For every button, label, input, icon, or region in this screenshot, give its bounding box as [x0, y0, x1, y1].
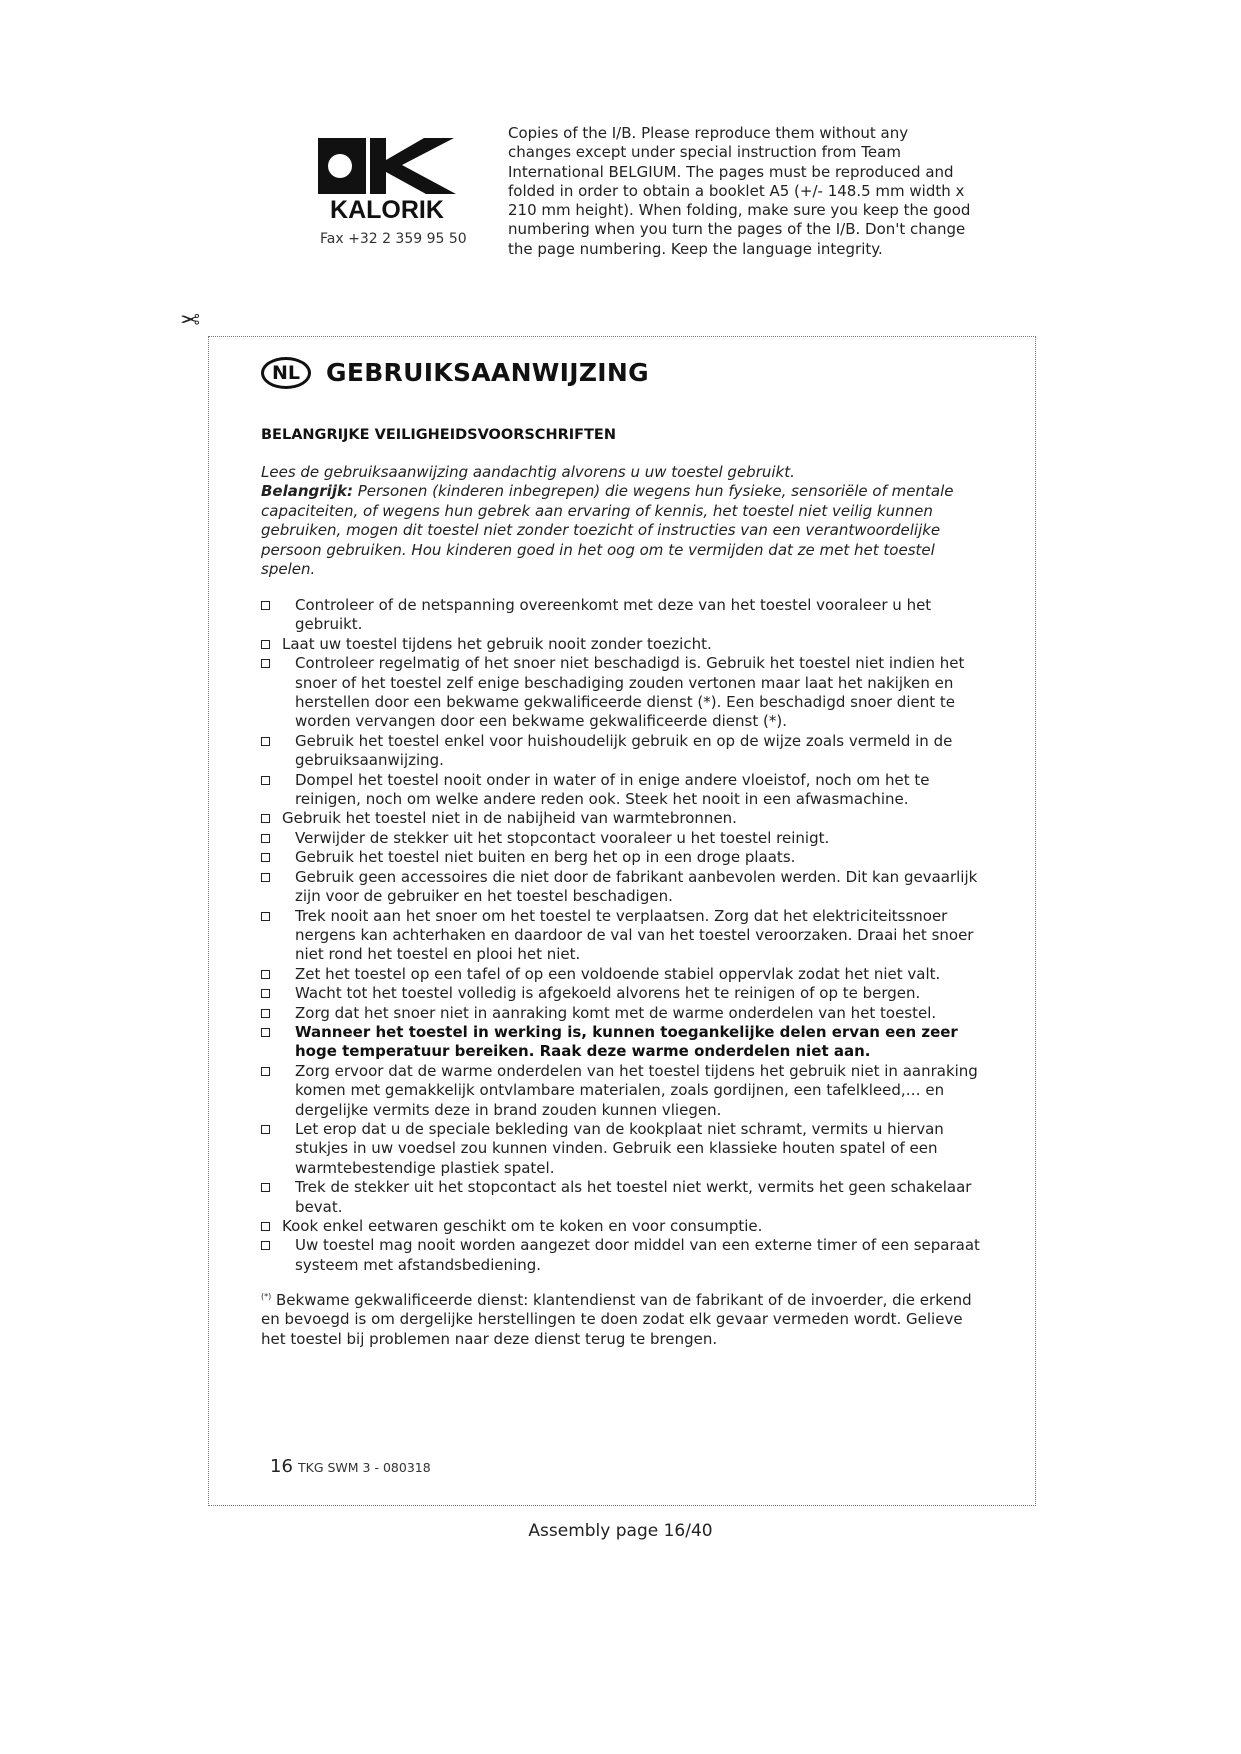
safety-instructions-list [261, 596, 986, 1275]
section-heading: BELANGRIJKE VEILIGHEIDSVOORSCHRIFTEN [261, 427, 616, 443]
important-text: Personen (kinderen inbegrepen) die wegens hun fysieke, sensoriële of mentale capaciteiten, of wegens hun gebrek aan ervaring of kennis, het toestel niet veilig kunnen gebruiken, mogen dit toestel niet zonder toezicht of instructies van een verantwoordelijke persoon gebruiken. Hou kinderen goed in het oog om te vermijden dat ze met het toestel spelen. [261, 482, 954, 579]
checkbox-bullet-icon [261, 834, 270, 843]
reproduction-note [508, 124, 996, 259]
page-title: GEBRUIKSAANWIJZING [326, 358, 649, 387]
list-item: Trek de stekker uit het stopcontact als het toestel niet werkt, vermits het geen schakelaar bevat. [261, 1178, 986, 1217]
list-item: Wanneer het toestel in werking is, kunnen toegankelijke delen ervan een zeer hoge temperatuur bereiken. Raak deze warme onderdelen niet aan. [261, 1023, 986, 1062]
note-line: numbering when you turn the pages of the I/B. Don't change [508, 220, 966, 239]
important-label: Belangrijk: [261, 482, 353, 501]
page-number: 16 [270, 1456, 293, 1477]
list-item: Verwijder de stekker uit het stopcontact vooraleer u het toestel reinigt. [261, 829, 986, 848]
list-item: Controleer regelmatig of het snoer niet beschadigd is. Gebruik het toestel niet indien het snoer of het toestel zelf enige beschadiging zouden vertonen maar laat het nakijken en herstellen door een bekwame gekwalificeerde dienst (*). Een beschadigd snoer dient te worden vervangen door een bekwame gekwalificeerde dienst (*). [261, 654, 986, 732]
intro-important [261, 482, 981, 579]
intro-lead: Lees de gebruiksaanwijzing aandachtig alvorens u uw toestel gebruikt. [261, 463, 795, 481]
checkbox-bullet-icon [261, 601, 270, 610]
checkbox-bullet-icon [261, 1028, 270, 1037]
checkbox-bullet-icon [261, 1009, 270, 1018]
list-item: Kook enkel eetwaren geschikt om te koken en voor consumptie. [261, 1217, 986, 1236]
list-item: Gebruik het toestel enkel voor huishoudelijk gebruik en op de wijze zoals vermeld in de gebruiksaanwijzing. [261, 732, 986, 771]
assembly-page-label: Assembly page 16/40 [528, 1521, 713, 1541]
list-item: Gebruik geen accessoires die niet door de fabrikant aanbevolen werden. Dit kan gevaarlijk zijn voor de gebruiker en het toestel beschadigen. [261, 868, 986, 907]
checkbox-bullet-icon [261, 912, 270, 921]
checkbox-bullet-icon [261, 970, 270, 979]
list-item: Let erop dat u de speciale bekleding van de kookplaat niet schramt, vermits u hiervan stukjes in uw voedsel zou kunnen vinden. Gebruik een klassieke houten spatel of een warmtebestendige plastiek spatel. [261, 1120, 986, 1178]
list-item: Uw toestel mag nooit worden aangezet door middel van een externe timer of een separaat systeem met afstandsbediening. [261, 1236, 986, 1275]
list-item: Controleer of de netspanning overeenkomt met deze van het toestel vooraleer u het gebruikt. [261, 596, 986, 635]
checkbox-bullet-icon [261, 873, 270, 882]
checkbox-bullet-icon [261, 776, 270, 785]
note-line: folded in order to obtain a booklet A5 (+/- 148.5 mm width x [508, 181, 965, 200]
checkbox-bullet-icon [261, 1183, 270, 1192]
list-item: Zorg ervoor dat de warme onderdelen van het toestel tijdens het gebruik niet in aanraking komen met gemakkelijk ontvlambare materialen, zoals gordijnen, een tafelkleed,… en dergelijke vermits deze in brand zouden kunnen vliegen. [261, 1062, 986, 1120]
checkbox-bullet-icon [261, 640, 270, 649]
note-line: International BELGIUM. The pages must be reproduced and [508, 162, 954, 181]
scissors-icon: ✂ [180, 306, 201, 334]
list-item: Wacht tot het toestel volledig is afgekoeld alvorens het te reinigen of op te bergen. [261, 984, 986, 1003]
checkbox-bullet-icon [261, 1067, 270, 1076]
list-item: Gebruik het toestel niet buiten en berg het op in een droge plaats. [261, 848, 986, 867]
list-item: Trek nooit aan het snoer om het toestel te verplaatsen. Zorg dat het elektriciteitssnoer nergens kan achterhaken en daardoor de val van het toestel veroorzaken. Draai het snoer niet rond het toestel en plooi het niet. [261, 907, 986, 965]
kalorik-logo-mark [318, 138, 456, 224]
note-line: changes except under special instruction from Team [508, 143, 901, 162]
footnote-text: Bekwame gekwalificeerde dienst: klantendienst van de fabrikant of de invoerder, die erkend en bevoegd is om dergelijke herstellingen te doen zodat elk gevaar vermeden wordt. Gelieve het toestel bij problemen naar deze dienst terug te brengen. [261, 1291, 972, 1348]
language-badge: NL [261, 357, 311, 389]
checkbox-bullet-icon [261, 1241, 270, 1250]
document-code: TKG SWM 3 - 080318 [298, 1460, 431, 1475]
checkbox-bullet-icon [261, 1222, 270, 1231]
checkbox-bullet-icon [261, 737, 270, 746]
footnote-mark: (*) [261, 1292, 272, 1301]
note-line: 210 mm height). When folding, make sure you keep the good [508, 201, 971, 220]
checkbox-bullet-icon [261, 853, 270, 862]
checkbox-bullet-icon [261, 659, 270, 668]
footnote [261, 1291, 991, 1349]
fax-number: Fax +32 2 359 95 50 [320, 231, 467, 247]
logo-wordmark: KALORIK [330, 196, 444, 224]
note-line: Copies of the I/B. Please reproduce them without any [508, 124, 909, 142]
brand-logo [318, 138, 478, 224]
intro-paragraph [261, 463, 981, 579]
list-item: Zorg dat het snoer niet in aanraking komt met de warme onderdelen van het toestel. [261, 1004, 986, 1023]
list-item: Dompel het toestel nooit onder in water of in enige andere vloeistof, noch om het te reinigen, noch om welke andere reden ook. Steek het nooit in een afwasmachine. [261, 771, 986, 810]
note-line: the page numbering. Keep the language integrity. [508, 239, 883, 258]
checkbox-bullet-icon [261, 989, 270, 998]
list-item: Gebruik het toestel niet in de nabijheid van warmtebronnen. [261, 809, 986, 828]
list-item: Laat uw toestel tijdens het gebruik nooit zonder toezicht. [261, 635, 986, 654]
checkbox-bullet-icon [261, 1125, 270, 1134]
checkbox-bullet-icon [261, 814, 270, 823]
list-item: Zet het toestel op een tafel of op een voldoende stabiel oppervlak zodat het niet valt. [261, 965, 986, 984]
